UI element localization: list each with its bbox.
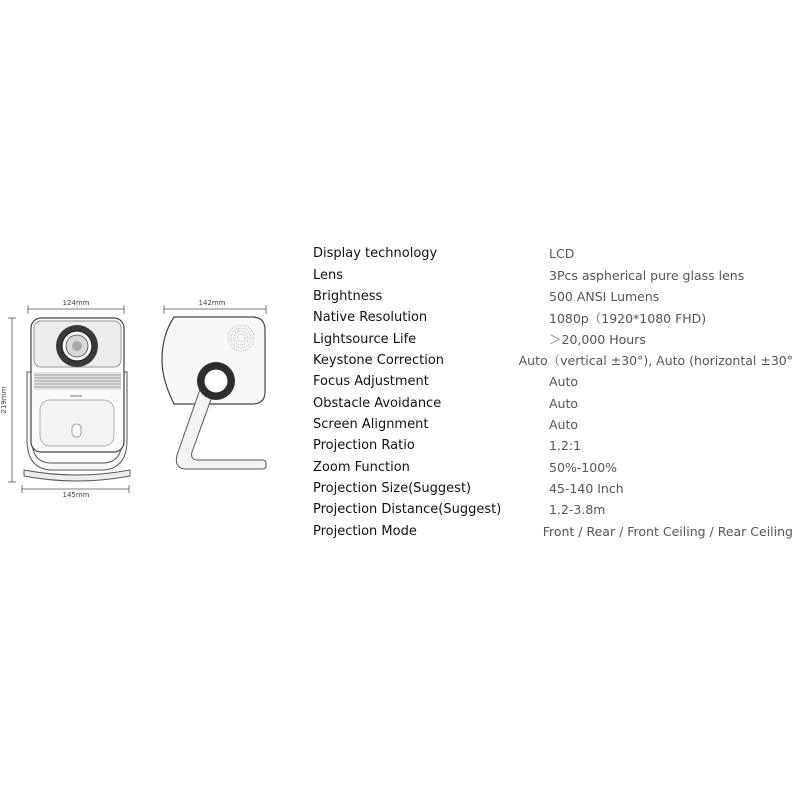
spec-value: Auto [549, 374, 579, 390]
spec-row [313, 243, 793, 264]
front-width-label: 124mm [62, 299, 90, 307]
spec-label: Display technology [313, 246, 438, 262]
front-vent-grille [34, 372, 121, 390]
spec-value: 45-140 Inch [549, 480, 624, 496]
spec-label: Keystone Correction [313, 352, 445, 368]
spec-value: Auto（vertical ±30°), Auto (horizontal ±30° [518, 353, 793, 369]
spec-row [313, 392, 793, 413]
spec-row [313, 478, 793, 499]
spec-row [313, 350, 793, 371]
spec-label: Projection Distance(Suggest) [313, 502, 502, 518]
spec-label: Screen Alignment [313, 416, 429, 432]
spec-row [313, 499, 793, 520]
spec-row [313, 328, 793, 349]
spec-label: Obstacle Avoidance [313, 395, 442, 411]
spec-value: Front / Rear / Front Ceiling / Rear Ceiling [542, 523, 793, 539]
spec-label: Native Resolution [313, 310, 428, 326]
spec-value: 3Pcs aspherical pure glass lens [549, 267, 745, 283]
spec-row [313, 371, 793, 392]
front-view-drawing [0, 299, 130, 499]
spec-value: 1.2-3.8m [549, 502, 606, 518]
spec-table [313, 243, 793, 542]
spec-row [313, 264, 793, 285]
spec-label: Zoom Function [313, 459, 410, 475]
base-width-label: 145mm [62, 491, 90, 499]
side-view-drawing [162, 299, 266, 469]
brand-text: wanbo [70, 394, 82, 398]
spec-row [313, 286, 793, 307]
side-depth-label: 142mm [198, 299, 226, 307]
spec-row [313, 307, 793, 328]
spec-label: Brightness [313, 288, 383, 304]
spec-value: LCD [549, 246, 575, 262]
spec-row [313, 520, 793, 541]
spec-label: Lightsource Life [313, 331, 417, 347]
spec-row [313, 456, 793, 477]
spec-label: Lens [313, 267, 344, 283]
spec-value: Auto [549, 416, 579, 432]
front-indicator [72, 424, 81, 437]
spec-label: Projection Ratio [313, 438, 415, 454]
spec-value: 1080p（1920*1080 FHD) [549, 310, 707, 326]
spec-label: Projection Mode [313, 523, 417, 539]
spec-value: Auto [549, 395, 579, 411]
spec-value: 500 ANSI Lumens [549, 288, 660, 304]
height-label: 219mm [0, 386, 8, 414]
spec-label: Projection Size(Suggest) [313, 480, 472, 496]
spec-value: 50%-100% [549, 459, 618, 475]
spec-row [313, 435, 793, 456]
height-dimension [8, 318, 16, 482]
spec-row [313, 414, 793, 435]
spec-value: 1.2:1 [549, 438, 582, 454]
spec-label: Focus Adjustment [313, 374, 429, 390]
spec-value: ＞20,000 Hours [549, 332, 646, 348]
